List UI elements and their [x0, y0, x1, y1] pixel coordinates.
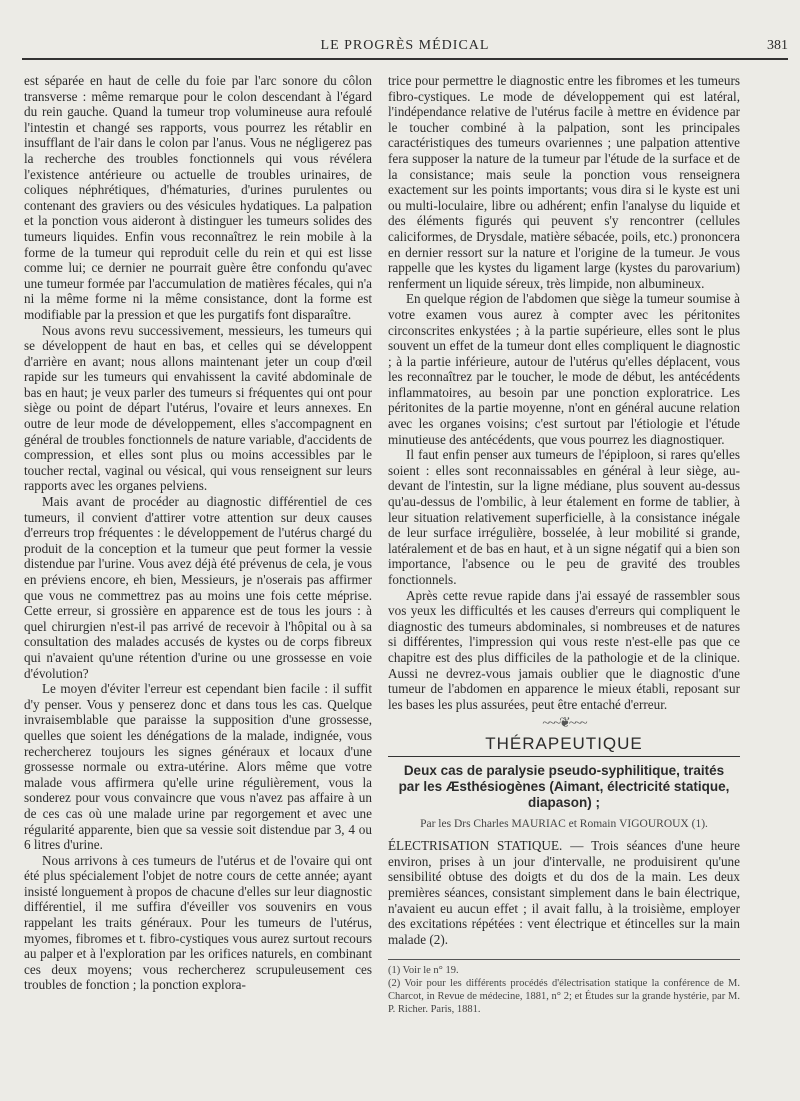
byline	[388, 817, 740, 833]
page-number: 381	[767, 38, 788, 53]
paragraph: Après cette revue rapide dans j'ai essayé de rassembler sous vos yeux les difficultés et les causes d'erreurs qui compliquent le diagnostic des tumeurs abdominales, si nombreuses et de natures si différentes, l'impression qui vous reste n'est-elle pas que ce chapitre est des plus difficiles de la pathologie et de la clinique. Aussi ne devrez-vous jamais oublier que le diagnostic d'une tumeur de l'abdomen en apparence le mieux établi, reposant sur les bases les plus assurées, peut être entaché d'erreur.	[388, 587, 740, 712]
footnote-ref: (1).	[691, 817, 708, 830]
author-name: VIGOUROUX	[619, 817, 689, 830]
journal-title: LE PROGRÈS MÉDICAL	[320, 38, 490, 53]
author-name: MAURIAC	[511, 817, 566, 830]
footnotes	[388, 959, 740, 1016]
fleuron-ornament: ~~~❦~~~	[542, 716, 586, 732]
article-title: Deux cas de paralysie pseudo-syphilitique, traités par les Æsthésiogènes (Aimant, électricité statique, diapason) ;	[398, 762, 730, 810]
paragraph: Nous avons revu successivement, messieurs, les tumeurs qui se développent de haut en bas, et celles qui se développent d'arrière en avant; nous allons maintenant jeter un coup d'œil rapide sur les tumeurs qui envahissent la cavité abdominale de bas en haut; je veux parler des tumeurs si fréquentes qui ont pour siège ou point de départ l'utérus, l'ovaire et leurs annexes. En outre de leur mode de développement, elles s'accompagnent en général de troubles fonctionnels de nature variable, d'accidents de compression, et elles sont plus ou moins accessibles par le toucher rectal, vaginal ou vésical, qui vous renseignent sur leurs rapports avec les organes pelviens.	[24, 322, 372, 494]
right-column	[388, 73, 740, 1016]
page-header	[22, 38, 788, 60]
footnote: (1) Voir le n° 19.	[388, 965, 459, 977]
paragraph: est séparée en haut de celle du foie par l'arc sonore du côlon transverse : même remarque pour le colon descendant à l'égard du rein gauche. Quand la tumeur trop volumineuse aura refoulé l'intestin et changé ses rapports, vous pourrez les rétablir en insufflant de l'air dans le colon par l'anus. Vous ne négligerez pas la recherche des troubles fonctionnels qui vous révélera l'existence antérieure ou actuelle de troubles urinaires, de coliques néphrétiques, d'hématuries, d'urines purulentes ou contenant des graviers ou des vésicules hydatiques. La palpation et la ponction vous aideront à distinguer les tumeurs solides des tumeurs liquides. Enfin vous reconnaîtrez le rein mobile à la forme de la tumeur qui reproduit celle du rein et qui est lisse comme lui; ce dernier ne pourrait guère être confondu qu'avec une tumeur formée par l'accumulation de matières fécales, qui n'a ni la même forme ni la même consistance, dont la forme est modifiable par la pression et que les purgatifs font disparaître.	[24, 73, 372, 322]
byline-mid: et Romain	[568, 817, 617, 830]
paragraph: Mais avant de procéder au diagnostic différentiel de ces tumeurs, il convient d'attirer votre attention sur deux causes d'erreurs trop fréquentes : le développement de l'utérus chargé du produit de la conception et la tumeur que peut former la vessie distendue par l'urine. Vous avez déjà été prévenus de cela, je vous en préviens encore, eh bien, Messieurs, je n'oserais pas affirmer que vous ne commettrez pas au moins une fois cette méprise. Cette erreur, si grossière en apparence est de tous les jours : à quel chirurgien n'est-il pas arrivé de recevoir à l'hôpital ou à sa consultation des malades accusés de kystes ou de corps fibreux qui n'avaient qu'une rétention d'urine ou une grossesse en voie d'évolution?	[24, 494, 372, 681]
footnote: (2) Voir pour les différents procédés d'électrisation statique la conférence de M. Charcot, in Revue de médecine, 1881, n° 2; et Études sur la grande hystérie, par M. P. Richer. Paris, 1881.	[388, 978, 740, 1016]
section-title: THÉRAPEUTIQUE	[388, 736, 740, 757]
paragraph: Il faut enfin penser aux tumeurs de l'épiploon, si rares qu'elles soient : elles sont reconnaissables en général à leur siège, au-devant de l'intestin, sur la ligne médiane, plus souvent au-dessus qu'au-dessus de l'ombilic, à leur étalement en forme de tablier, à leur situation relativement superficielle, à la consistance inégale de leur surface irrégulière, bosselée, à leur mobilité si grande, latéralement et de bas en haut, et à un signe négatif qui a bien son importance, l'absence ou le peu de gravité des troubles fonctionnels.	[388, 447, 740, 587]
paragraph: Nous arrivons à ces tumeurs de l'utérus et de l'ovaire qui ont été plus spécialement l'objet de notre cours de cette année; ayant insisté longuement à propos de chacune d'elles sur leur diagnostic différentiel, il me suffira d'éveiller vos souvenirs en vous rappelant les traits généraux. Pour les tumeurs de l'utérus, myomes, fibromes et t. fibro-cystiques vous aurez surtout recours au palper et à l'exploration par les orifices naturels, en combinant ces deux moyens; vous rechercherez scrupuleusement ces troubles de fonction ; la ponction explora-	[24, 852, 372, 993]
byline-prefix: Par les Drs Charles	[420, 817, 509, 830]
article-paragraph: ÉLECTRISATION STATIQUE. — Trois séances d'une heure environ, prises à un jour d'intervalle, ne produisirent qu'une sensibilité obtuse des doigts et du dos de la main. Les deux premières séances, consistant simplement dans le bain électrique, n'avaient eu aucun effet ; il avait fallu, à la troisième, employer des excitations répétées : vent électrique et étincelles sur la main malade (2).	[388, 838, 740, 947]
left-column	[24, 73, 372, 993]
paragraph: Le moyen d'éviter l'erreur est cependant bien facile : il suffit d'y penser. Vous y penserez donc et dans tous les cas. Quelque invraisemblable que paraisse la supposition d'une grossesse, quelles que soient les dénégations de la malade, indignée, vous rechercherez toujours les signes généraux et locaux d'une grossesse normale ou extra-utérine. Alors même que votre malade vous affirmera qu'elle urine régulièrement, vous la sonderez pour vous convaincre que vous n'avez pas affaire à un de ces cas où une malade urine par regorgement et avec une régularité apparente, bien que sa vessie soit distendue par 3, 4 ou 6 litres d'urine.	[24, 681, 372, 853]
paragraph: trice pour permettre le diagnostic entre les fibromes et les tumeurs fibro-cystiques. Le mode de développement qui est latéral, l'indépendance relative de l'utérus facile à mettre en évidence par le toucher combiné à la palpation, sont les principales caractéristiques des tumeurs ovariennes ; une palpation attentive fera supposer la nature de la tumeur par l'étude de la surface et de la consistance; mais seule la ponction vous renseignera exactement sur les points importants; vous dira si le kyste est uni ou multi-loculaire, libre ou adhérent; enfin l'analyse du liquide et des éléments figurés qui peuvent s'y rencontrer (cellules caliciformes, de Drysdale, matière sébacée, poils, etc.) prononcera en dernier ressort sur la nature et l'origine de la tumeur. Je vous rappelle que les kystes du ligament large (kystes du parovarium) renferment un liquide séreux, très limpide, non albumineux.	[388, 73, 740, 291]
paragraph: En quelque région de l'abdomen que siège la tumeur soumise à votre examen vous aurez à compter avec les péritonites circonscrites enkystées ; à la partie supérieure, elles sont le plus souvent un effet de la tumeur dont elles compliquent le diagnostic ; à la partie inférieure, autour de l'utérus qu'elles déplacent, vous les reconnaîtrez par le toucher, le mode de début, les antécédents inflammatoires, au besoin par une ponction exploratrice. Les péritonites de la partie moyenne, n'ont en général aucune relation avec les organes voisins; c'est surtout par l'étiologie et l'étude minutieuse des antécédents, que vous pourrez les diagnostiquer.	[388, 291, 740, 447]
